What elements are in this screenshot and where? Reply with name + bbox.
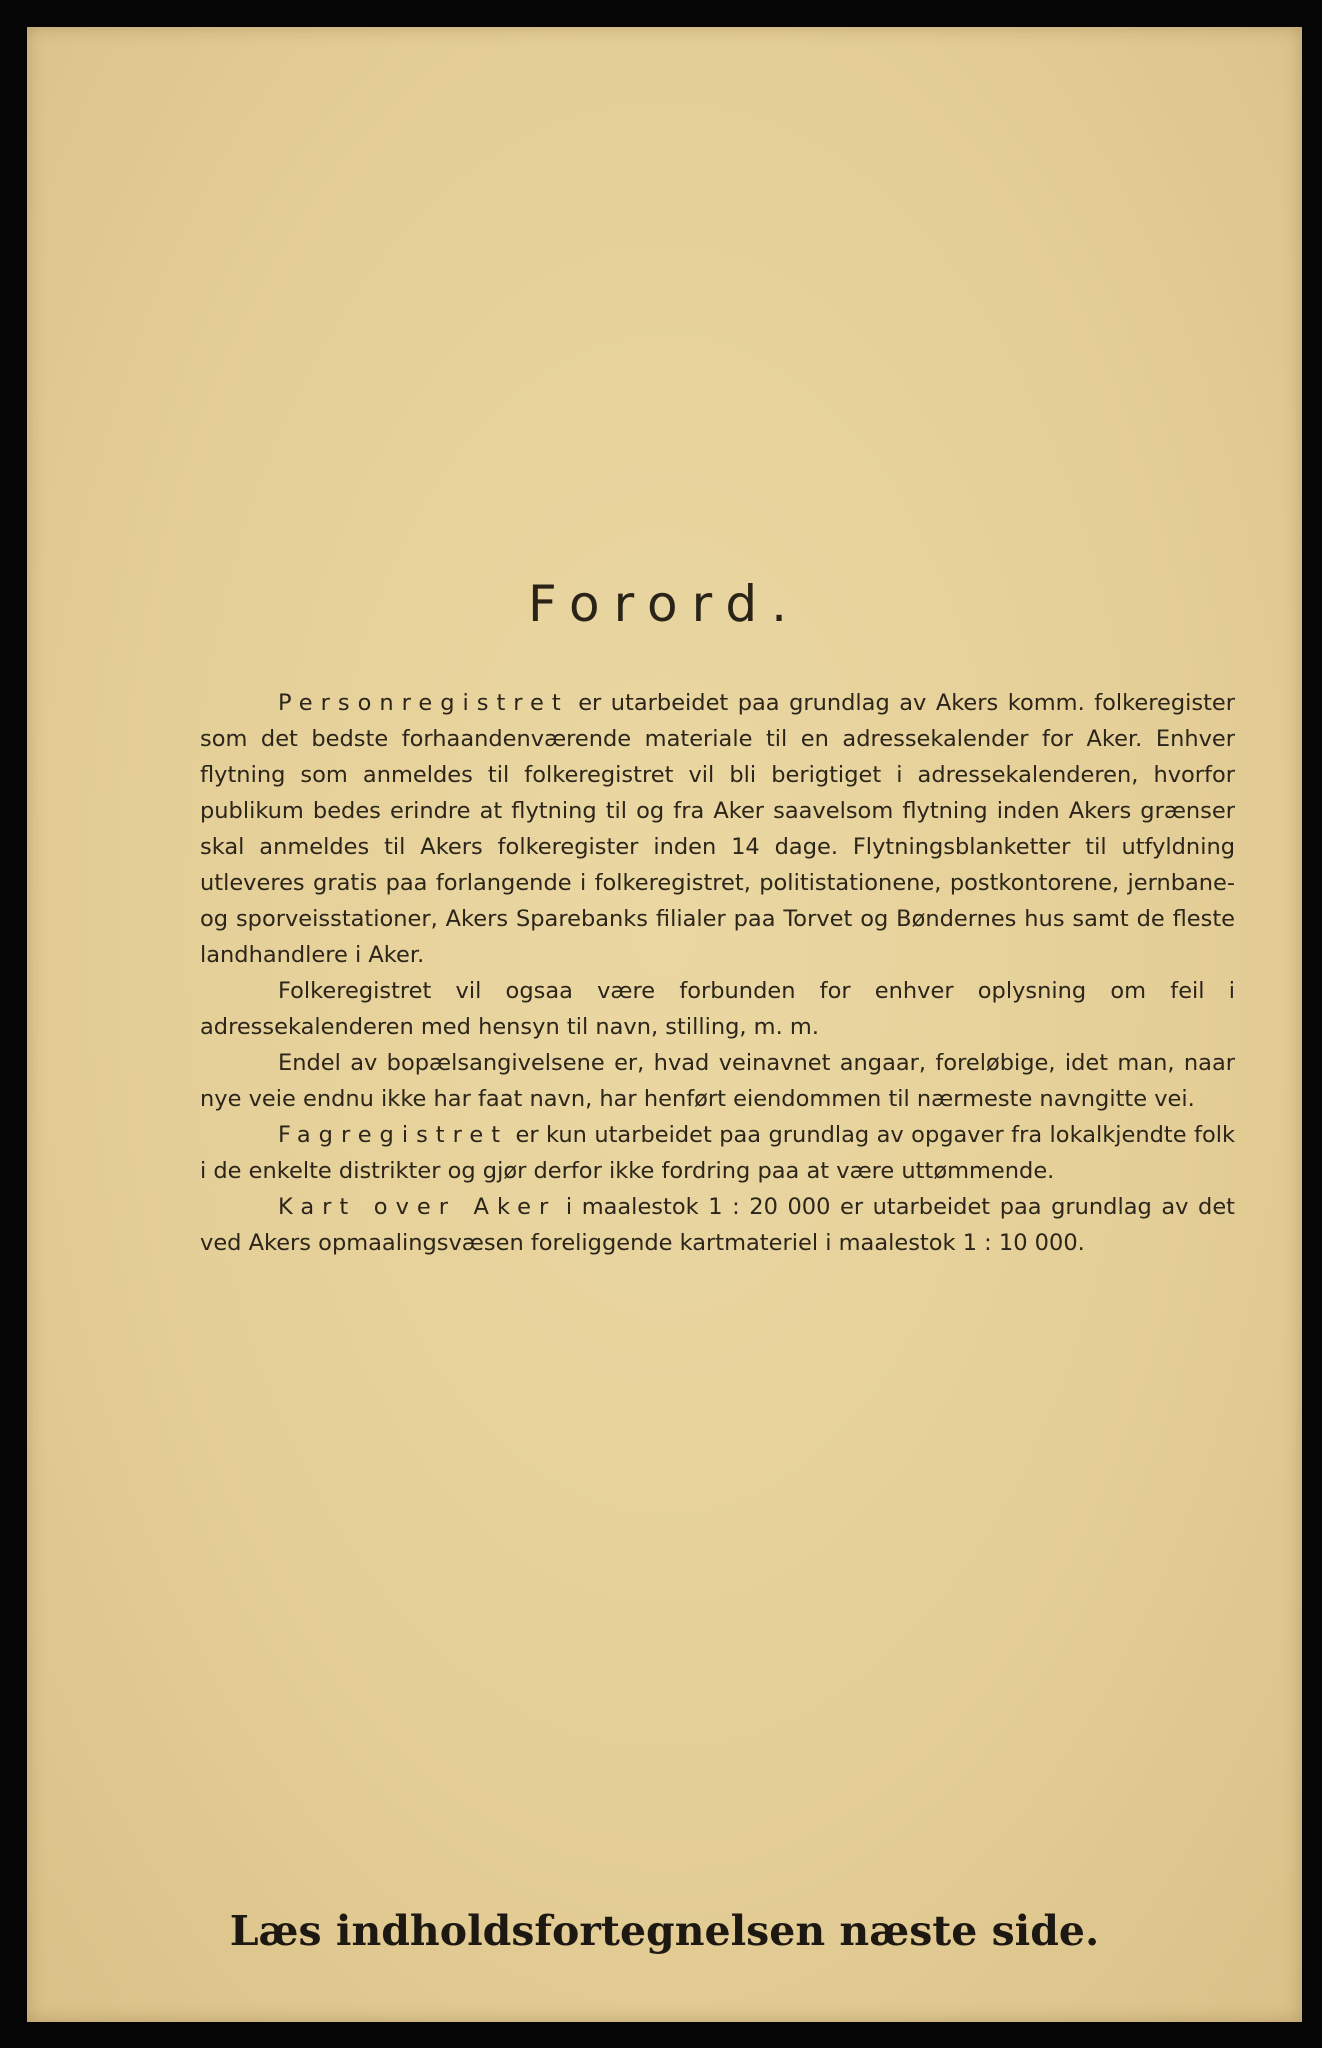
paragraph-kart-text: i maalestok 1 : 20 000 er utarbeidet paa grundlag av det ved Akers opmaalingsvæsen foreliggende kartmateriel i maalestok 1 : 10 000. bbox=[200, 1194, 1236, 1256]
paragraph-folkeregistret: Folkeregistret vil ogsaa være forbunden for enhver oplysning om feil i adressekalenderen med hensyn til navn, stilling, m. m. bbox=[200, 978, 1235, 1040]
paragraph-bopael: Endel av bopælsangivelsene er, hvad veinavnet angaar, foreløbige, idet man, naar nye veie endnu ikke har faat navn, har henført eiendommen til nærmeste navngitte vei. bbox=[200, 1050, 1235, 1112]
paragraph-kart bbox=[200, 1189, 1235, 1261]
paragraph-personregistret-text: er utarbeidet paa grundlag av Akers komm. folkeregister som det bedste forhaandenværende materiale til en adressekalender for Aker. Enhver flytning som anmeldes til folkeregistret vil bli berigtiget i adressekalenderen, hvorfor publikum bedes erindre at flytning til og fra Aker saavelsom flytning inden Akers grænser skal anmeldes til Akers folkeregister inden 14 dage. Flytningsblanketter til utfyldning utleveres gratis paa forlangende i folkeregistret, politistationene, postkontorene, jernbane- og sporveisstationer, Akers Sparebanks filialer paa Torvet og Bøndernes hus samt de fleste landhandlere i Aker. bbox=[200, 690, 1235, 968]
paragraph-fagregistret-text: er kun utarbeidet paa grundlag av opgaver fra lokalkjendte folk i de enkelte distrikter og gjør derfor ikke fordring paa at være uttømmende. bbox=[200, 1122, 1235, 1184]
document-page bbox=[27, 27, 1302, 2022]
paragraph-personregistret bbox=[200, 685, 1235, 973]
term-kart: Kart over Aker bbox=[278, 1194, 557, 1220]
paragraph-fagregistret bbox=[200, 1117, 1235, 1189]
page-title: Forord. bbox=[528, 575, 801, 633]
term-fagregistret: Fagregistret bbox=[278, 1122, 509, 1148]
preface-body bbox=[200, 685, 1235, 1261]
term-personregistret: Personregistret bbox=[278, 690, 569, 716]
footer-note: Læs indholdsfortegnelsen næste side. bbox=[229, 1907, 1100, 1955]
